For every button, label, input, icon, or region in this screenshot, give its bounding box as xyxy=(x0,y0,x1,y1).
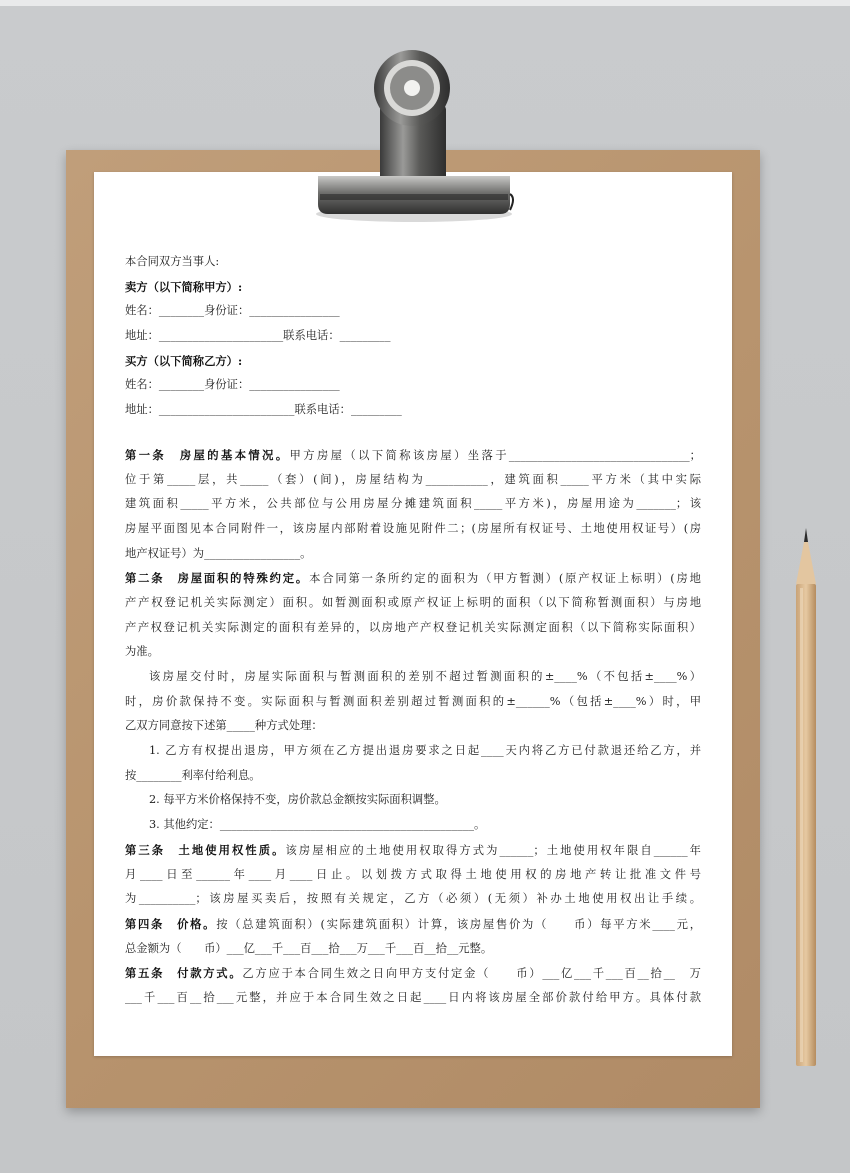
article-2-para-2-line-1: 该房屋交付时，房屋实际面积与暂测面积的差别不超过暂测面积的±____%（不包括±____%） xyxy=(149,670,701,683)
seller-address-line: 地址：______________________联系电话：_________ xyxy=(125,329,391,343)
seller-name-line: 姓名：________身份证：________________ xyxy=(125,304,340,318)
article-3-line-2: 月____日至______年____月____日止。以划拨方式取得土地使用权的房地产转让批准文件号 xyxy=(125,867,701,881)
seller-heading: 卖方（以下简称甲方）: xyxy=(125,279,243,294)
article-1-line-5: 地产权证号）为_________________。 xyxy=(125,546,312,560)
article-5-line-1: 第五条 付款方式。乙方应于本合同生效之日向甲方支付定金（ 币）___亿___千___百__拾__ 万 xyxy=(125,966,701,981)
article-1-title: 第一条 房屋的基本情况。 xyxy=(125,447,290,462)
article-1-line-1: 第一条 房屋的基本情况。甲方房屋（以下简称该房屋）坐落于________________________________； xyxy=(125,447,701,462)
article-2-option-1-line-2: 按________利率付给利息。 xyxy=(125,768,261,782)
article-4-line-1: 第四条 价格。按（总建筑面积）(实际建筑面积）计算，该房屋售价为（ 币）每平方米____元， xyxy=(125,916,701,931)
article-2-para-2-line-3: 乙双方同意按下述第_____种方式处理： xyxy=(125,719,323,733)
intro-line: 本合同双方当事人: xyxy=(125,255,220,268)
contract-text xyxy=(125,250,701,1011)
buyer-heading: 买方（以下简称乙方）: xyxy=(125,353,243,368)
contract-page xyxy=(94,172,732,1056)
article-3-line-1: 第三条 土地使用权性质。该房屋相应的土地使用权取得方式为______；土地使用权年限自______年 xyxy=(125,842,701,857)
article-2-line-4: 为准。 xyxy=(125,645,159,659)
binder-clip-icon xyxy=(314,44,514,222)
article-2-option-2: 2. 每平方米价格保持不变，房价款总金额按实际面积调整。 xyxy=(149,793,446,807)
article-2-line-2: 产产权登记机关实际测定）面积。如暂测面积或原产权证上标明的面积（以下简称暂测面积）与房地 xyxy=(125,595,701,609)
buyer-name-line: 姓名：________身份证：________________ xyxy=(125,378,340,392)
article-1-line-4: 房屋平面图见本合同附件一，该房屋内部附着设施见附件二；(房屋所有权证号、土地使用权证号）(房 xyxy=(125,521,701,535)
article-2-option-3: 3. 其他约定：_____________________________________________。 xyxy=(149,818,486,832)
article-2-title: 第二条 房屋面积的特殊约定。 xyxy=(125,571,310,586)
article-1-line-2: 位于第_____层，共_____（套）(间)，房屋结构为___________，建筑面积_____平方米（其中实际 xyxy=(125,472,701,486)
article-2-line-1: 第二条 房屋面积的特殊约定。本合同第一条所约定的面积为（甲方暂测）(原产权证上标明）(房地 xyxy=(125,571,701,586)
article-5-line-2: ___千___百__拾___元整，并应于本合同生效之日起____日内将该房屋全部价款付给甲方。具体付款 xyxy=(125,990,701,1004)
article-1-line-3: 建筑面积_____平方米，公共部位与公用房屋分摊建筑面积_____平方米)，房屋用途为_______；该 xyxy=(125,497,701,511)
article-4-line-2: 总金额为（ 币）___亿___千___百___拾___万___千___百__拾__元整。 xyxy=(125,941,493,955)
article-3-line-3: 为__________；该房屋买卖后，按照有关规定，乙方（必须）(无须）补办土地使用权出让手续。 xyxy=(125,892,701,906)
article-5-title: 第五条 付款方式。 xyxy=(125,966,243,981)
top-edge xyxy=(0,0,850,6)
pencil-icon xyxy=(795,528,817,1068)
buyer-address-line: 地址：________________________联系电话：_________ xyxy=(125,403,402,417)
article-4-title: 第四条 价格。 xyxy=(125,916,217,931)
article-2-line-3: 产产权登记机关实际测定的面积有差异的，以房地产产权登记机关实际测定面积（以下简称实际面积） xyxy=(125,620,701,634)
article-2-option-1-line-1: 1. 乙方有权提出退房，甲方须在乙方提出退房要求之日起____天内将乙方已付款退还给乙方，并 xyxy=(149,744,701,758)
article-2-para-2-line-2: 时，房价款保持不变。实际面积与暂测面积差别超过暂测面积的±______%（包括±____%）时，甲 xyxy=(125,694,701,708)
article-3-title: 第三条 土地使用权性质。 xyxy=(125,842,286,857)
